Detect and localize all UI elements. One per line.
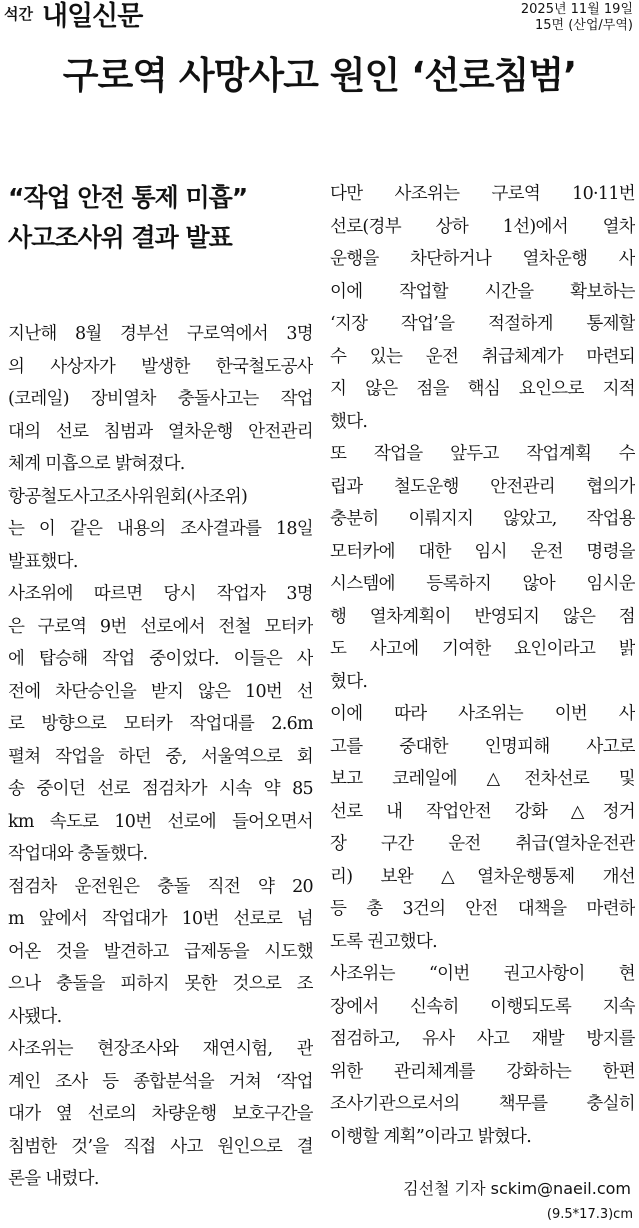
- article-line: 사조위는 “이번 권고사항이 현: [330, 964, 635, 984]
- article-line: 선로 내 작업안전 강화 △정거: [330, 801, 635, 822]
- article-line: 혔다.: [330, 671, 368, 692]
- article-line: (코레일) 장비열차 충돌사고는 작업: [8, 389, 313, 409]
- article-line: 또 작업을 앞두고 작업계획 수: [330, 444, 635, 464]
- article-line: 송 중이던 선로 점검차가 시속 약 85: [8, 779, 313, 799]
- dateline: [521, 2, 633, 34]
- article-line: 립과 철도운행 안전관리 협의가: [330, 476, 635, 497]
- article-line: 계인 조사 등 종합분석을 거쳐 ‘작업: [8, 1071, 313, 1092]
- article-line: 어온 것을 발견하고 급제동을 시도했: [8, 941, 313, 962]
- article-line: 모터카에 대한 임시 운전 명령을: [330, 541, 635, 562]
- article-line: 전에 차단승인을 받지 않은 10번 선: [8, 681, 313, 702]
- article-line: 다만 사조위는 구로역 10·11번: [330, 184, 635, 204]
- subheadline-line: 사고조사위 결과 발표: [8, 223, 232, 252]
- article-line: 항공철도사고조사위원회(사조위): [8, 486, 248, 507]
- article-line: 은 구로역 9번 선로에서 전철 모터카: [8, 616, 313, 637]
- article-line: 이행할 계획”이라고 밝혔다.: [330, 1126, 532, 1147]
- article-line: 수 있는 운전 취급체계가 마련되: [330, 346, 635, 367]
- article-line: 도록 권고했다.: [330, 931, 437, 952]
- article-line: 점검하고, 유사 사고 재발 방지를: [330, 1029, 635, 1049]
- article-line: m 앞에서 작업대가 10번 선로로 넘: [8, 909, 313, 929]
- article-line: 대가 옆 선로의 차량운행 보호구간을: [8, 1104, 313, 1124]
- article-line: 으나 충돌을 피하지 못한 것으로 조: [8, 974, 313, 994]
- article-line: 지난해 8월 경부선 구로역에서 3명: [8, 324, 313, 344]
- article-line: 이에 따라 사조위는 이번 사: [330, 704, 635, 724]
- article-line: 선로(경부 상하 1선)에서 열차: [330, 216, 635, 237]
- article-line: 위한 관리체계를 강화하는 한편: [330, 1061, 635, 1082]
- article-line: 발표했다.: [8, 551, 78, 572]
- article-line: 고를 중대한 인명피해 사고로: [330, 736, 635, 757]
- article-size-note: (9.5*17.3)cm: [546, 1207, 633, 1222]
- article-line: 사조위는 현장조사와 재연시험, 관: [8, 1039, 313, 1059]
- article-line: 사됐다.: [8, 1006, 62, 1027]
- edition-label: 석간: [4, 5, 33, 23]
- newspaper-name: 내일신문: [42, 1, 143, 32]
- article-line: 사조위에 따르면 당시 작업자 3명: [8, 584, 313, 604]
- article-line: 행 열차계획이 반영되지 않은 점: [330, 606, 635, 627]
- article-body-left-column: [8, 318, 313, 1196]
- byline: 김선철 기자 sckim@naeil.com: [403, 1179, 631, 1198]
- article-line: 조사기관으로서의 책무를 충실히: [330, 1094, 635, 1114]
- article-line: 는 이 같은 내용의 조사결과를 18일: [8, 519, 313, 539]
- article-line: 도 사고에 기여한 요인이라고 밝: [330, 639, 635, 659]
- article-line: 보고 코레일에 △전차선로 및: [330, 769, 635, 789]
- article-line: 로 방향으로 모터카 작업대를 2.6m: [8, 714, 313, 734]
- subheadline: [8, 178, 247, 258]
- article-line: 등 총 3건의 안전 대책을 마련하: [330, 899, 635, 919]
- article-line: 침범한 것’을 직접 사고 원인으로 결: [8, 1136, 313, 1157]
- article-line: 장 구간 운전 취급(열차운전관: [330, 834, 635, 854]
- page-section: 15면 (산업/무역): [535, 18, 633, 33]
- subheadline-line: “작업 안전 통제 미흡”: [8, 183, 248, 212]
- article-line: 충분히 이뤄지지 않았고, 작업용: [330, 509, 635, 529]
- article-line: 시스템에 등록하지 않아 임시운: [330, 574, 635, 594]
- publication-date: 2025년 11월 19일: [520, 2, 633, 17]
- article-body-right-column: [330, 178, 635, 1153]
- article-line: 작업대와 충돌했다.: [8, 844, 148, 864]
- article-line: km 속도로 10번 선로에 들어오면서: [8, 811, 313, 832]
- article-line: 장에서 신속히 이행되도록 지속: [330, 996, 635, 1017]
- article-line: 의 사상자가 발생한 한국철도공사: [8, 356, 313, 377]
- article-line: 점검차 운전원은 충돌 직전 약 20: [8, 876, 313, 897]
- article-line: 운행을 차단하거나 열차운행 사: [330, 249, 635, 269]
- article-line: 지 않은 점을 핵심 요인으로 지적: [330, 379, 635, 399]
- headline: 구로역 사망사고 원인 ‘선로침범’: [62, 54, 577, 97]
- article-line: ‘지장 작업’을 적절하게 통제할: [330, 314, 635, 334]
- article-line: 대의 선로 침범과 열차운행 안전관리: [8, 421, 313, 442]
- article-line: 펼쳐 작업을 하던 중, 서울역으로 회: [8, 746, 313, 767]
- article-line: 체계 미흡으로 밝혀졌다.: [8, 454, 185, 474]
- article-line: 에 탑승해 작업 중이었다. 이들은 사: [8, 649, 313, 669]
- article-line: 리) 보완 △열차운행통제 개선: [330, 866, 635, 887]
- article-line: 이에 작업할 시간을 확보하는: [330, 281, 635, 302]
- article-line: 했다.: [330, 411, 368, 432]
- article-line: 론을 내렸다.: [8, 1169, 99, 1189]
